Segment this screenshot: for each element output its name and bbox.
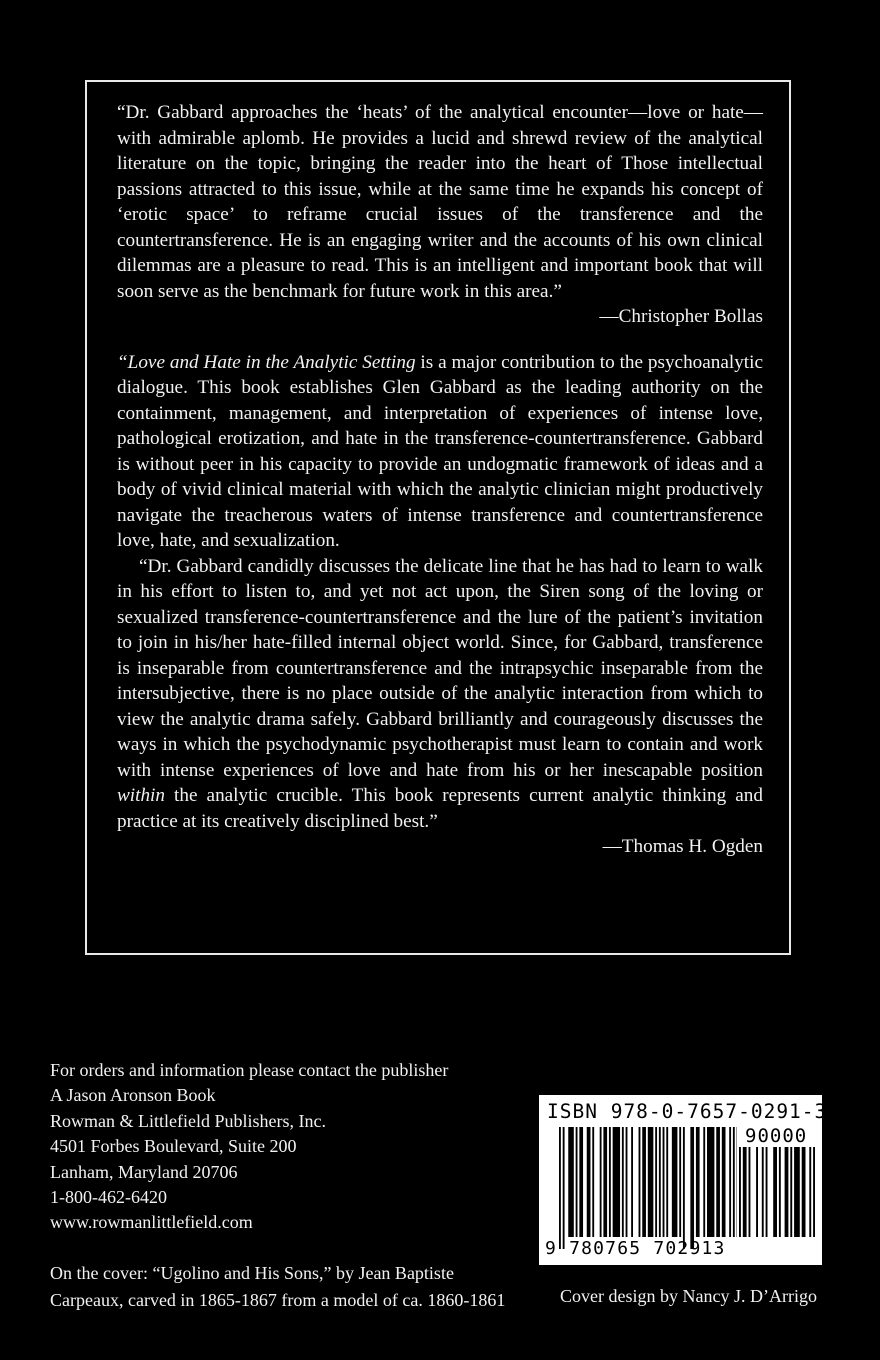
publisher-line-name: Rowman & Littlefield Publishers, Inc. bbox=[50, 1110, 326, 1131]
barcode-bar bbox=[563, 1127, 565, 1249]
barcode-bar bbox=[626, 1127, 628, 1237]
cover-credit-line-2: Carpeaux, carved in 1865-1867 from a model of ca. 1860-1861 bbox=[50, 1290, 506, 1310]
cover-art-credit bbox=[50, 1260, 505, 1314]
barcode-bar bbox=[716, 1127, 720, 1237]
barcode-bar bbox=[672, 1127, 678, 1237]
barcode-bar bbox=[631, 1127, 633, 1237]
barcode-bar bbox=[756, 1147, 758, 1237]
barcode-bar bbox=[722, 1127, 726, 1237]
review-ogden-attribution: —Thomas H. Ogden bbox=[602, 836, 763, 857]
barcode-bar bbox=[707, 1127, 714, 1237]
publisher-line-phone: 1-800-462-6420 bbox=[50, 1187, 167, 1208]
book-title: “Love and Hate in the Analytic Setting bbox=[117, 351, 416, 373]
review-bollas-quote: “Dr. Gabbard approaches the ‘heats’ of the analytical encounter—love or hate—with admirable aplomb. He provides a lucid and shrewd review of the analytical literature on the topic, bringing the reader into the heart of Those intellectual passions attracted to this issue, while at the same time he expands his concept of ‘erotic space’ to reframe crucial issues of the transference and the countertransference. He is an engaging writer and the accounts of his own clinical dilemmas are a pleasure to read. This is an intelligent and important book that will soon serve as the benchmark for future work in this area.” bbox=[117, 102, 763, 302]
barcode-bar bbox=[666, 1127, 668, 1237]
barcode-bar bbox=[809, 1147, 811, 1237]
isbn-barcode bbox=[539, 1095, 828, 1265]
publisher-line-street: 4501 Forbes Boulevard, Suite 200 bbox=[50, 1136, 297, 1157]
barcode-bar bbox=[785, 1147, 789, 1237]
review-ogden-paragraph-1 bbox=[117, 350, 763, 554]
barcode-bar bbox=[794, 1147, 800, 1237]
barcode-bar bbox=[733, 1127, 735, 1237]
review-ogden-p2-emphasis: within bbox=[117, 785, 165, 806]
barcode-bar bbox=[766, 1147, 768, 1237]
barcode-bar bbox=[779, 1147, 781, 1237]
barcode-bar bbox=[696, 1127, 700, 1237]
price-code: 90000 bbox=[745, 1125, 808, 1147]
addon-bars bbox=[739, 1147, 815, 1237]
cover-credit-line-1: On the cover: “Ugolino and His Sons,” by Jean Baptiste bbox=[50, 1263, 454, 1283]
review-box bbox=[85, 80, 791, 955]
review-ogden-p1-text: is a major contribution to the psychoanalytic dialogue. This book establishes Glen Gabbard as the leading authority on the containment, management, and interpretation of experiences of intense love, pathological erotization, and hate in the transference-countertransference. Gabbard is without peer in his capacity to provide an undogmatic framework of ideas and a body of vivid clinical material with which the analytic clinician might productively navigate the treacherous waters of intense transference and countertransference love, hate, and sexualization. bbox=[117, 351, 763, 551]
ean13-bars bbox=[559, 1127, 737, 1249]
publisher-info bbox=[50, 1058, 448, 1236]
barcode-bar bbox=[729, 1127, 731, 1237]
barcode-bar bbox=[790, 1147, 792, 1237]
publisher-line-website: www.rowmanlittlefield.com bbox=[50, 1212, 253, 1233]
barcode-bar bbox=[579, 1127, 583, 1237]
review-ogden-p2-text-b: the analytic crucible. This book represents current analytic thinking and practice at its creatively disciplined best.” bbox=[117, 785, 763, 832]
barcode-bar bbox=[603, 1127, 607, 1237]
barcode-bar bbox=[813, 1147, 815, 1237]
review-ogden-paragraph-2 bbox=[117, 554, 763, 835]
barcode-bar bbox=[802, 1147, 806, 1237]
barcode-bar bbox=[762, 1147, 764, 1237]
barcode-bar bbox=[559, 1127, 561, 1249]
publisher-line-city: Lanham, Maryland 20706 bbox=[50, 1161, 238, 1182]
barcode-bar bbox=[773, 1147, 777, 1237]
barcode-bar bbox=[642, 1127, 646, 1237]
publisher-line-imprint: A Jason Aronson Book bbox=[50, 1085, 216, 1106]
barcode-bar bbox=[613, 1127, 620, 1237]
barcode-bar bbox=[655, 1127, 657, 1237]
barcode-bar bbox=[592, 1127, 594, 1237]
barcode-bar bbox=[622, 1127, 624, 1237]
review-ogden-p2-text-a: “Dr. Gabbard candidly discusses the delicate line that he has had to learn to walk in his effort to listen to, and yet not act upon, the Siren song of the loving or sexualized transference-countertransference and the lure of the patient’s invitation to join in his/her hate-filled internal object world. Since, for Gabbard, transference is inseparable from countertransference and the intrapsychic inseparable from the intersubjective, there is no place outside of the analytic interaction from which to view the analytic drama safely. Gabbard brilliantly and courageously discusses the ways in which the psychodynamic psychotherapist must learn to contain and work with intense experiences of love and hate from his or her inescapable position bbox=[117, 555, 763, 781]
barcode-bar bbox=[659, 1127, 661, 1237]
barcode-bar bbox=[609, 1127, 611, 1237]
barcode-bar bbox=[576, 1127, 578, 1237]
barcode-bar bbox=[683, 1127, 685, 1249]
barcode-bar bbox=[663, 1127, 665, 1237]
barcode-bar bbox=[600, 1127, 602, 1237]
review-bollas-attribution: —Christopher Bollas bbox=[599, 306, 763, 327]
barcode-bar bbox=[743, 1147, 747, 1237]
barcode-bar bbox=[587, 1127, 591, 1237]
isbn-number: ISBN 978-0-7657-0291-3 bbox=[547, 1100, 828, 1123]
publisher-line-orders: For orders and information please contact the publisher bbox=[50, 1060, 449, 1080]
cover-designer-credit: Cover design by Nancy J. D’Arrigo bbox=[560, 1286, 817, 1306]
barcode-bar bbox=[739, 1147, 741, 1237]
barcode-bar bbox=[679, 1127, 681, 1237]
ean-digits: 9 780765 702913 bbox=[545, 1238, 726, 1259]
barcode-bar bbox=[690, 1127, 694, 1249]
barcode-bar bbox=[648, 1127, 654, 1237]
barcode-bar bbox=[749, 1147, 751, 1237]
barcode-bar bbox=[703, 1127, 705, 1237]
barcode-bar bbox=[568, 1127, 574, 1237]
barcode-bar bbox=[639, 1127, 641, 1237]
